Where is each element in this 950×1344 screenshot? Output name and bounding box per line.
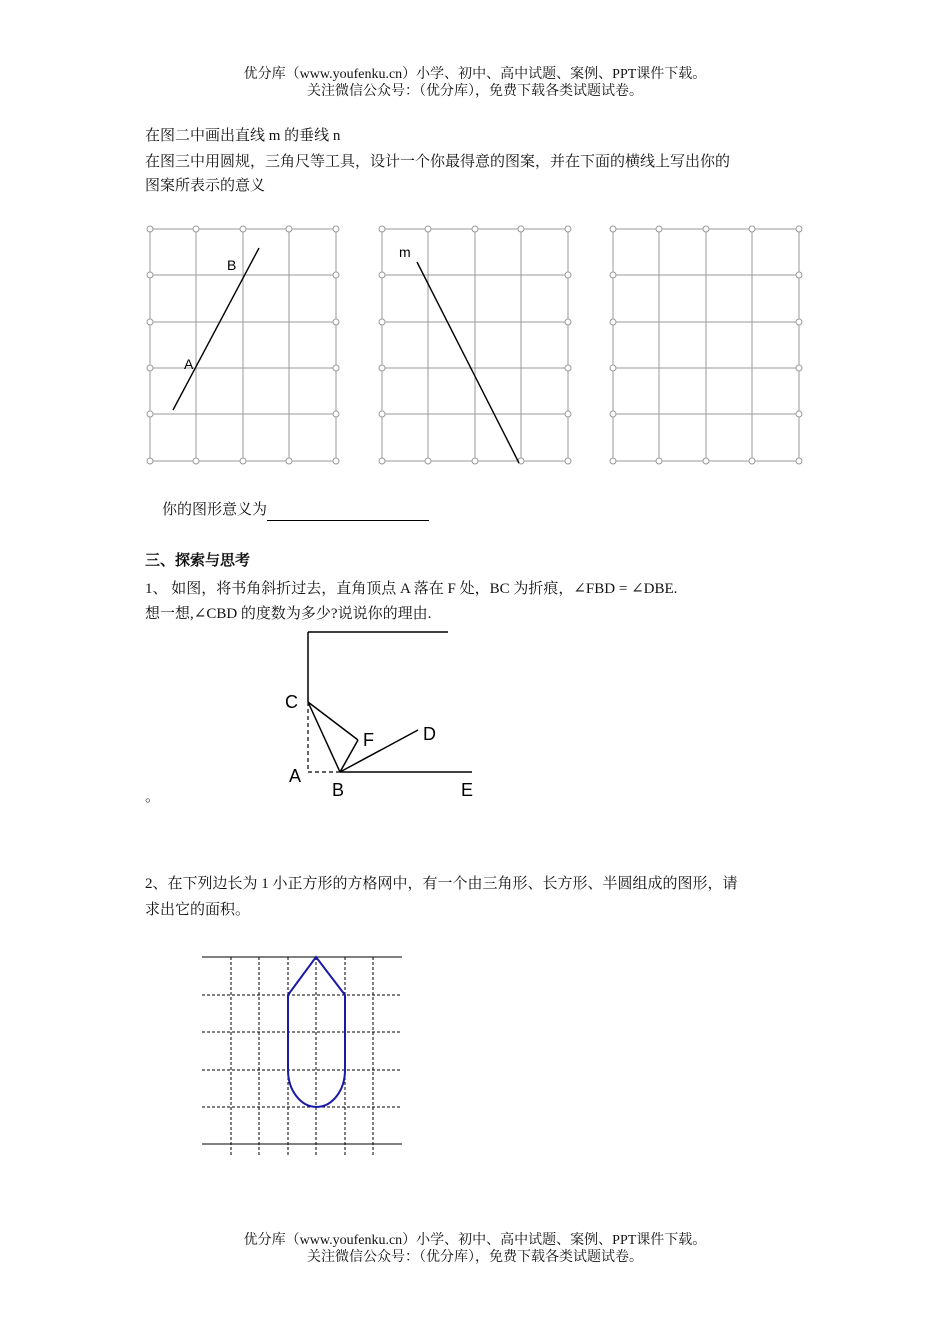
header-line-2: 关注微信公众号：（优分库），免费下载各类试题试卷。 [307,84,643,99]
label-f: F [363,730,374,750]
instruction-line-2: 在图三中用圆规，三角尺等工具，设计一个你最得意的图案，并在下面的横线上写出你的 [145,154,731,170]
question-1-line-2: 想一想,∠CBD 的度数为多少?说说你的理由. [145,606,432,622]
label-b: B [227,257,237,273]
label-e: E [461,780,474,800]
area-grid-horizontal-lines [202,957,402,1144]
label-c: C [285,692,298,712]
question-2-line-1: 2、在下列边长为 1 小正方形的方格网中，有一个由三角形、长方形、半圆组成的图形，请 [145,876,738,892]
section-3-title: 三、探索与思考 [145,553,251,569]
instruction-line-1: 在图二中画出直线 m 的垂线 n [145,128,341,144]
stray-mark: 。 [145,789,161,805]
label-b-fold: B [332,780,345,800]
question-2-line-2: 求出它的面积。 [145,902,251,918]
label-a-fold: A [289,766,302,786]
label-m: m [399,244,411,260]
label-d: D [423,724,436,744]
footer-line-1: 优分库（www.youfenku.cn）小学、初中、高中试题、案例、PPT课件下载。 [243,1233,707,1248]
meaning-prompt-text: 你的图形意义为 [162,502,268,518]
instruction-line-3: 图案所表示的意义 [145,178,266,194]
question-1-line-1: 1、 如图，将书角斜折过去，直角顶点 A 落在 F 处，BC 为折痕，∠FBD = ∠DBE. [145,581,678,597]
page-footer [0,1232,950,1266]
header-line-1: 优分库（www.youfenku.cn）小学、初中、高中试题、案例、PPT课件下载。 [243,67,707,82]
label-a: A [184,356,194,372]
area-grid-vertical-lines [231,957,373,1156]
footer-line-2: 关注微信公众号：（优分库），免费下载各类试题试卷。 [307,1250,643,1265]
